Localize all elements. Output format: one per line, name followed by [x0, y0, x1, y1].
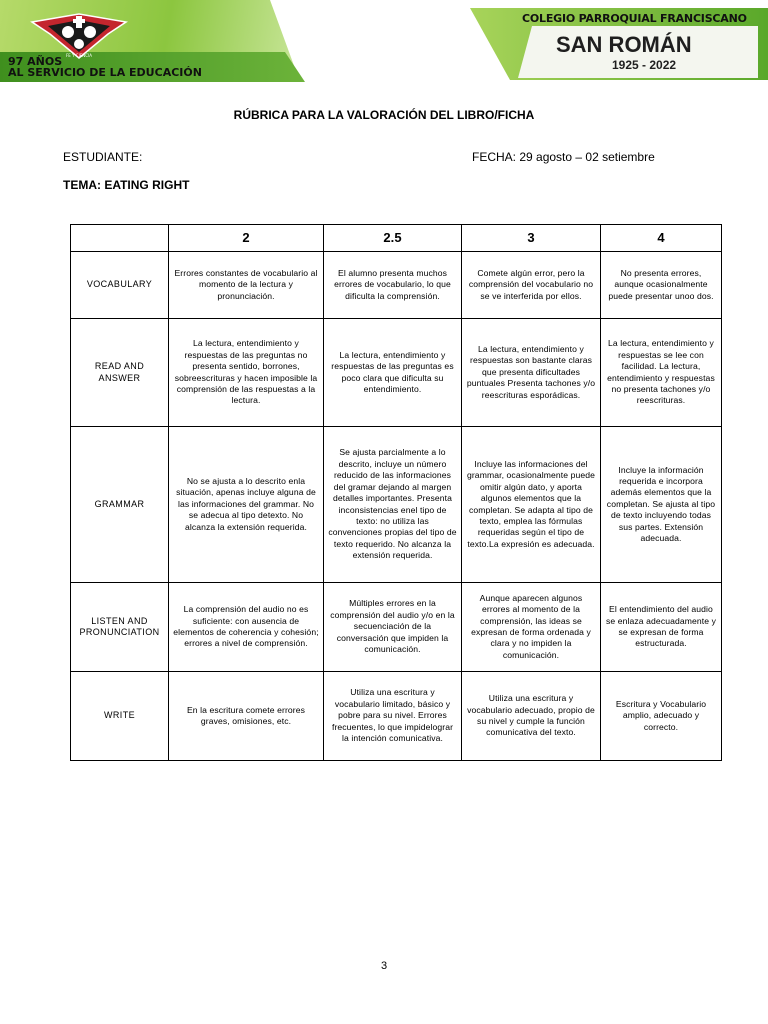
- anniversary-line2: AL SERVICIO DE LA EDUCACIÓN: [8, 66, 202, 79]
- student-label: ESTUDIANTE:: [63, 150, 143, 164]
- header-cell-score: 4: [601, 225, 722, 252]
- criterion-cell: LISTEN AND PRONUNCIATION: [71, 583, 169, 672]
- descriptor-cell: En la escritura comete errores graves, omisiones, etc.: [169, 672, 324, 761]
- criterion-cell: GRAMMAR: [71, 427, 169, 583]
- criterion-cell: READ AND ANSWER: [71, 319, 169, 427]
- rubric-header-row: [71, 225, 722, 252]
- header-cell-empty: [71, 225, 169, 252]
- criterion-cell: VOCABULARY: [71, 252, 169, 319]
- rubric-row-listen-and-pronunciation: [71, 583, 722, 672]
- rubric-row-read-and-answer: [71, 319, 722, 427]
- descriptor-cell: Utiliza una escritura y vocabulario adecuado, propio de su nivel y cumple la función comunicativa del texto.: [462, 672, 601, 761]
- page-number: 3: [380, 960, 388, 972]
- descriptor-cell: Se ajusta parcialmente a lo descrito, incluye un número reducido de las informaciones del gramar dejando al margen detalles importantes. Presenta inconsistencias enel tipo de texto: no utiliza las convenciones propias del tipo de texto requerido. No alcanza la extensión requerida.: [324, 427, 462, 583]
- header-cell-score: 3: [462, 225, 601, 252]
- svg-text:FE Y CIENCIA: FE Y CIENCIA: [65, 53, 93, 58]
- descriptor-cell: La lectura, entendimiento y respuestas de las preguntas es poco clara que dificulta su entendimiento.: [324, 319, 462, 427]
- descriptor-cell: Incluye la información requerida e incorpora además elementos que la completan. Se ajusta al tipo de texto incluyendo todas sus partes. Extensión adecuada.: [601, 427, 722, 583]
- descriptor-cell: Errores constantes de vocabulario al momento de la lectura y pronunciación.: [169, 252, 324, 319]
- descriptor-cell: Escritura y Vocabulario amplio, adecuado y correcto.: [601, 672, 722, 761]
- descriptor-cell: El alumno presenta muchos errores de vocabulario, lo que dificulta la comprensión.: [324, 252, 462, 319]
- descriptor-cell: La lectura, entendimiento y respuestas se lee con facilidad. La lectura, entendimiento y respuestas no presenta tachones y/o reescrituras.: [601, 319, 722, 427]
- descriptor-cell: Aunque aparecen algunos errores al momento de la comprensión, las ideas se expresan de forma ordenada y clara y no impiden la comunicación.: [462, 583, 601, 672]
- header-cell-score: 2: [169, 225, 324, 252]
- descriptor-cell: Incluye las informaciones del grammar, ocasionalmente puede omitir algún dato, y aporta algunos elementos que la completan. Se adapta al tipo de texto, emplea las fórmulas requeridas según el tipo de texto.La expresión es adecuada.: [462, 427, 601, 583]
- descriptor-cell: Múltiples errores en la comprensión del audio y/o en la secuenciación de la conversación que impiden la comunicación.: [324, 583, 462, 672]
- school-emblem-logo: [28, 12, 130, 60]
- header-banner: [0, 0, 768, 82]
- rubric-row-write: [71, 672, 722, 761]
- header-cell-score: 2.5: [324, 225, 462, 252]
- school-years: 1925 - 2022: [612, 58, 677, 72]
- descriptor-cell: La comprensión del audio no es suficiente: con ausencia de elementos de coherencia y cohesión; errores a nivel de comprensión.: [169, 583, 324, 672]
- document-title: RÚBRICA PARA LA VALORACIÓN DEL LIBRO/FICHA: [233, 108, 535, 122]
- theme-label: TEMA: EATING RIGHT: [63, 178, 190, 192]
- descriptor-cell: No se ajusta a lo descrito enla situación, apenas incluye alguna de las informaciones del grammar. No se adecua al tipo detexto. No alcanza la extensión requerida.: [169, 427, 324, 583]
- school-subtitle: COLEGIO PARROQUIAL FRANCISCANO: [522, 12, 747, 25]
- anniversary-text: [8, 56, 202, 78]
- anniversary-line1: 97 AÑOS: [8, 55, 63, 68]
- rubric-row-vocabulary: [71, 252, 722, 319]
- rubric-row-grammar: [71, 427, 722, 583]
- date-label: FECHA: 29 agosto – 02 setiembre: [472, 150, 655, 164]
- descriptor-cell: Utiliza una escritura y vocabulario limitado, básico y pobre para su nivel. Errores frecuentes, lo que impidelograr la intención comunicativa.: [324, 672, 462, 761]
- descriptor-cell: La lectura, entendimiento y respuestas son bastante claras que presenta dificultades puntuales Presenta tachones y/o reescrituras esporádicas.: [462, 319, 601, 427]
- descriptor-cell: El entendimiento del audio se enlaza adecuadamente y se expresan de forma estructurada.: [601, 583, 722, 672]
- descriptor-cell: No presenta errores, aunque ocasionalmente puede presentar unoo dos.: [601, 252, 722, 319]
- criterion-cell: WRITE: [71, 672, 169, 761]
- descriptor-cell: Comete algún error, pero la comprensión del vocabulario no se ve interferida por ellos.: [462, 252, 601, 319]
- school-name: SAN ROMÁN: [556, 32, 692, 57]
- descriptor-cell: La lectura, entendimiento y respuestas de las preguntas no presenta sentido, borrones, sobreescrituras y hacen imposible la comprensión de las respuestas a la lectura.: [169, 319, 324, 427]
- rubric-table: [70, 224, 722, 761]
